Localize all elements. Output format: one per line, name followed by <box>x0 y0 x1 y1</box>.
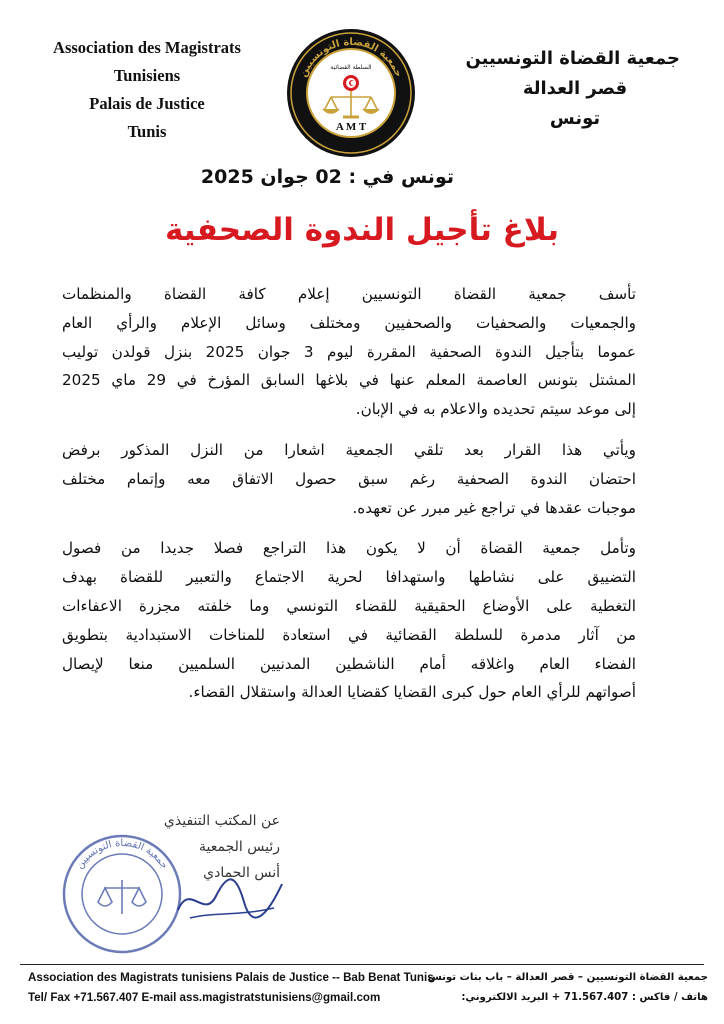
paragraph-line: التغطية على الأوضاع الحقيقية للقضاء التونسي وما خلفته مجزرة الاعفاءات <box>62 596 636 615</box>
paragraph-line: المشتل بتونس العاصمة المعلم عنها في بلاغها السابق المؤرخ في 29 ماي 2025 <box>62 371 636 390</box>
paragraph-line: ويأتي هذا القرار بعد تلقي الجمعية اشعارا من النزل المذكور برفض <box>62 440 636 459</box>
paragraph <box>62 280 664 424</box>
paragraph-line: والجمعيات والصحفيات والصحفيين ومختلف وسائل الإعلام والرأي العام <box>62 313 636 332</box>
paragraph-line: إلى موعد سيتم تحديده والاعلام به في الإبان. <box>355 400 636 419</box>
body-text <box>62 280 664 719</box>
paragraph-line: موجبات عقدها في تراجع غير مبرر عن تعهده. <box>352 498 636 517</box>
paragraph-line: الفضاء العام واغلاقه أمام الناشطين المدنيين السلميين منعا لإيصال <box>62 654 636 673</box>
handwritten-signature <box>170 862 290 932</box>
header-ar-line: تونس <box>549 108 601 129</box>
paragraph-line: تأسف جمعية القضاة التونسيين إعلام كافة القضاة والمنظمات <box>62 285 636 303</box>
paragraph-line: عموما بتأجيل الندوة الصحفية المقررة ليوم 3 جوان 2025 بنزل قولدن توليب <box>62 342 636 361</box>
footer-arabic <box>408 968 708 1008</box>
footer-fr-line: Tel/ Fax +71.567.407 E-mail ass.magistratstunisiens@gmail.com <box>28 991 381 1004</box>
paragraph-line: التضييق على نشاطها واستهدافا لحرية الاجتماع والتعبير للقضاة بهدف <box>62 568 636 587</box>
footer-ar-line: جمعية القضاة التونسيين – قصر العدالة – باب بنات تونس <box>427 972 708 983</box>
footer-fr-line: Association des Magistrats tunisiens Palais de Justice -- Bab Benat Tunis <box>28 971 434 984</box>
header-arabic-block <box>465 44 680 134</box>
paragraph <box>62 534 664 707</box>
paragraph-line: وتأمل جمعية القضاة أن لا يكون هذا التراجع فصلا جديدا من فصول <box>62 539 636 558</box>
header-fr-line: Tunisiens <box>113 66 181 85</box>
header-ar-line: جمعية القضاة التونسيين <box>465 48 680 69</box>
header-french-block <box>22 34 272 146</box>
paragraph-line: أصواتهم للرأي العام حول كبرى القضايا كقضايا العدالة واستقلال القضاء. <box>188 683 636 702</box>
header-fr-line: Palais de Justice <box>89 94 205 113</box>
stamp-text: جمعية القضاة التونسيين <box>74 837 170 872</box>
amt-logo <box>285 27 417 159</box>
footer-ar-line: هاتف / فاكس : 71.567.407 + البريد الالكتروني: <box>461 992 708 1003</box>
logo-letters: A M T <box>335 121 367 133</box>
paragraph-line: احتضان الندوة الصحفية رغم سبق حصول الاتفاق معه وإتمام مختلف <box>62 469 636 488</box>
signature-line: أنس الحمادي <box>203 865 280 881</box>
date-line: تونس في : 02 جوان 2025 <box>200 166 454 188</box>
footer-divider <box>20 964 704 965</box>
footer-french <box>28 968 434 1008</box>
logo-inner-text: السلطة القضائية <box>330 64 372 71</box>
signature-line: رئيس الجمعية <box>199 839 280 855</box>
paragraph <box>62 436 664 522</box>
paragraph-line: من آثار مدمرة للسلطة القضائية في استعادة للمناخات الاستبدادية بتطويق <box>62 625 636 644</box>
logo-ring-text: جمعية القضاة التونسيين <box>298 36 404 79</box>
header-fr-line: Association des Magistrats <box>53 38 241 57</box>
signature-line: عن المكتب التنفيذي <box>163 813 280 829</box>
document-title: بلاغ تأجيل الندوة الصحفية <box>165 212 559 248</box>
header-fr-line: Tunis <box>127 122 167 141</box>
header-ar-line: قصر العدالة <box>522 78 628 99</box>
